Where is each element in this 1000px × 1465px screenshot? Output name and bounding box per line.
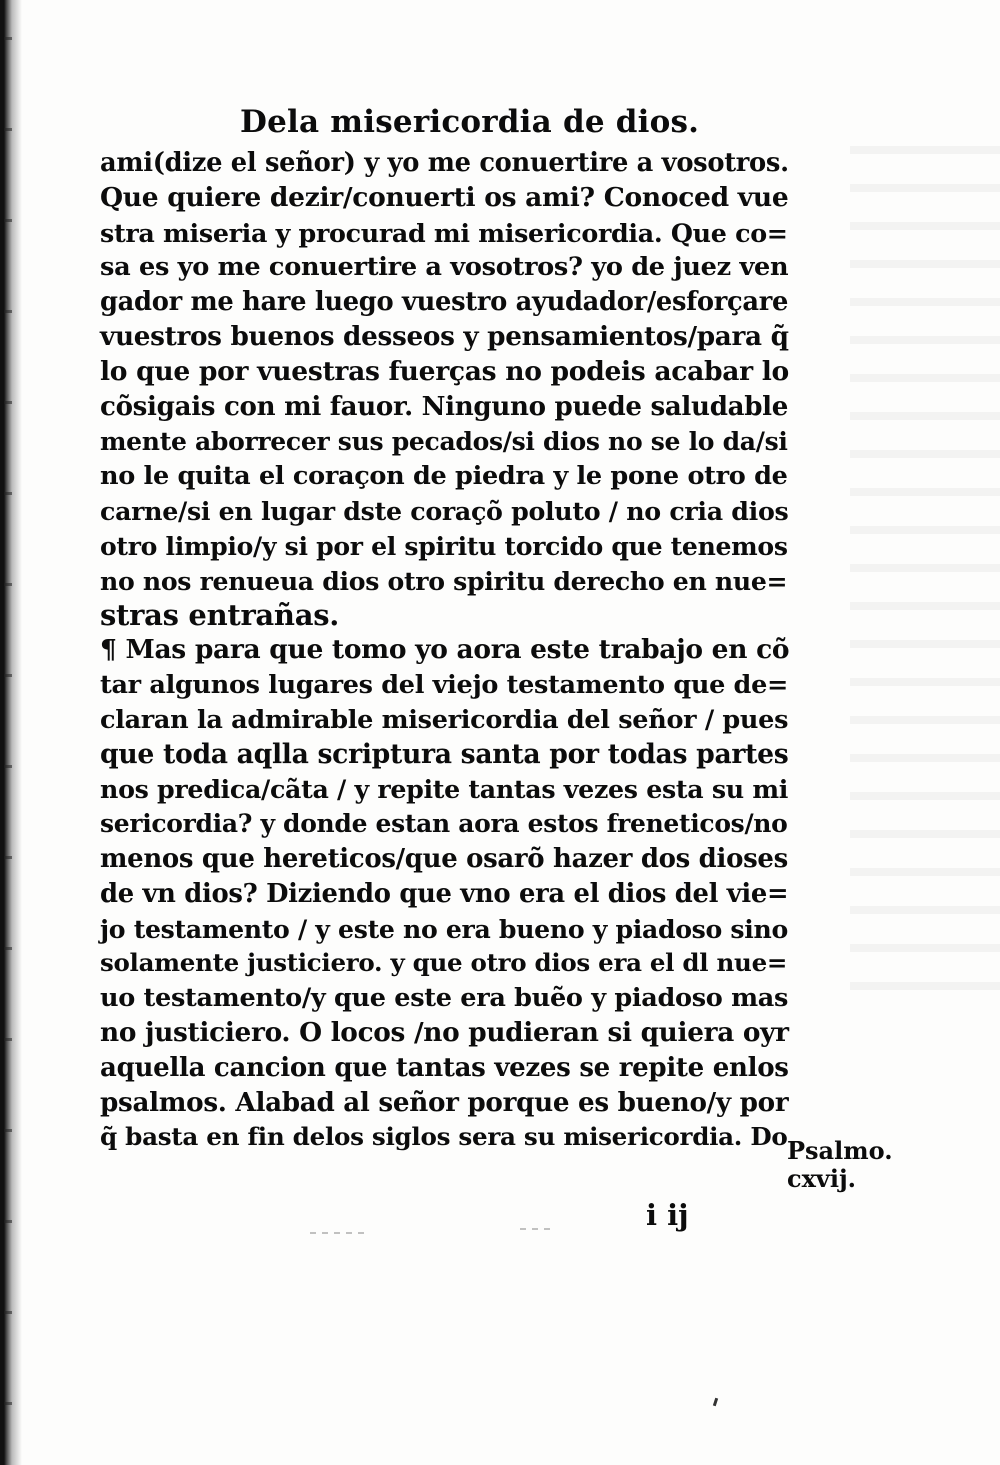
text-line: claran la admirable misericordia del señor / pues xyxy=(100,704,789,735)
text-line: q̃ basta en fin delos siglos sera su misericordia. Do xyxy=(100,1122,788,1152)
faint-mark xyxy=(310,1232,370,1234)
ink-speck xyxy=(713,1398,718,1407)
text-line: de vn dios? Diziendo que vno era el dios del vie= xyxy=(100,878,789,909)
text-line: ¶ Mas para que tomo yo aora este trabajo en cõ xyxy=(100,634,790,666)
text-line: sa es yo me conuertire a vosotros? yo de juez ven xyxy=(100,252,789,283)
text-line: otro limpio/y si por el spiritu torcido que tenemos xyxy=(100,530,788,561)
text-line: uo testamento/y que este era buẽo y piadoso mas xyxy=(100,983,789,1014)
text-line: vuestros buenos desseos y pensamientos/para q̃ xyxy=(100,320,789,352)
faint-mark xyxy=(520,1228,550,1230)
text-line: menos que hereticos/que osarõ hazer dos dioses xyxy=(100,843,788,874)
binding-specks xyxy=(4,0,12,1465)
text-line: mente aborrecer sus pecados/si dios no se lo da/si xyxy=(100,426,788,457)
text-line: Que quiere dezir/conuerti os ami? Conoced vue xyxy=(100,181,789,213)
text-line: stra miseria y procurad mi misericordia. Que co= xyxy=(100,217,788,248)
text-line: solamente justiciero. y que otro dios era el dl nue= xyxy=(100,948,788,978)
text-line: aquella cancion que tantas vezes se repite enlos xyxy=(100,1052,789,1083)
text-line: ami(dize el señor) y yo me conuertire a vosotros. xyxy=(100,148,789,178)
body-text-block xyxy=(100,146,790,1155)
running-header: Dela misericordia de dios. xyxy=(240,104,700,140)
text-line: tar algunos lugares del viejo testamento que de= xyxy=(100,669,789,700)
signature-mark: i ij xyxy=(646,1198,689,1232)
text-line: jo testamento / y este no era bueno y piadoso sino xyxy=(100,913,788,944)
text-line: lo que por vuestras fuerças no podeis acabar lo xyxy=(100,355,789,387)
text-line: stras entrañas. xyxy=(100,598,340,633)
text-line: gador me hare luego vuestro ayudador/esforçare xyxy=(100,287,789,318)
marginal-note-number: cxvij. xyxy=(787,1164,857,1193)
text-line: psalmos. Alabad al señor porque es bueno/y por xyxy=(100,1086,789,1118)
marginal-note-psalm: Psalmo. xyxy=(787,1136,893,1165)
text-line: no nos renueua dios otro spiritu derecho en nue= xyxy=(100,565,788,596)
text-line: cõsigais con mi fauor. Ninguno puede saludable xyxy=(100,391,789,422)
text-line: nos predica/cãta / y repite tantas vezes esta su mi xyxy=(100,774,789,805)
text-line: carne/si en lugar dste coraçõ poluto / no cria dios xyxy=(100,495,789,526)
text-line: que toda aqlla scriptura santa por todas partes xyxy=(100,738,789,770)
bleed-through-shadow xyxy=(850,120,1000,1020)
text-line: no justiciero. O locos /no pudieran si quiera oyr xyxy=(100,1016,789,1048)
text-line: sericordia? y donde estan aora estos freneticos/no xyxy=(100,809,788,839)
text-line: no le quita el coraçon de piedra y le pone otro de xyxy=(100,461,788,492)
